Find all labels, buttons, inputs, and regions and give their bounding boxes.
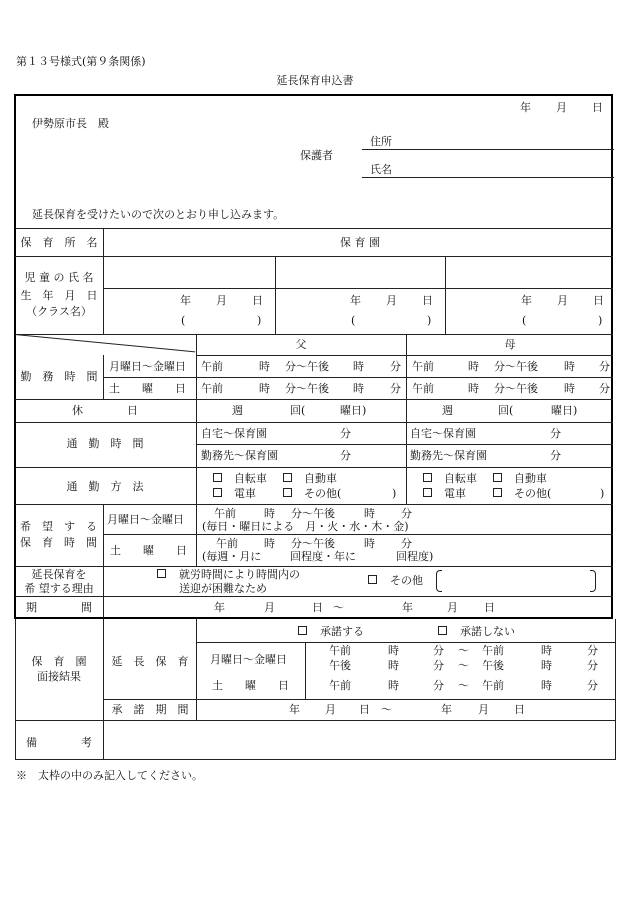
rule [15,228,613,229]
m-work-nursery: 勤務先～保育園 [410,449,487,462]
rule [15,334,613,335]
child1-month[interactable]: 月 [216,294,227,307]
f-train: 電車 [234,487,256,500]
birth-label: 生 年 月 日 [20,289,98,302]
rule [196,334,197,504]
child2-class-close[interactable]: ) [427,314,432,327]
r-wd-fun4[interactable]: 分 [587,659,598,672]
holiday-label: 休 日 [72,404,138,417]
work-hours-label: 勤 務 時 間 [20,370,98,383]
period-end-day[interactable]: 日 [484,601,495,614]
r-wd-pm2: 午後 [482,659,504,672]
child-name-label: 児 童 の 氏 名 [24,271,94,284]
f-home-nursery: 自宅～保育園 [201,427,267,440]
f-bicycle: 自転車 [234,472,267,485]
reason-work-2: 送迎が困難なため [179,582,267,595]
name-label: 氏名 [370,163,392,176]
desired-saturday: 土 曜 日 [110,544,187,557]
addressee: 伊勢原市長 殿 [32,117,109,130]
m-other: その他( [514,487,552,500]
m-work-min[interactable]: 分 [550,449,561,462]
d-wd-note[interactable]: (毎日・曜日による 月・火・水・木・金) [202,520,409,533]
period-end-year[interactable]: 年 [402,601,413,614]
r-sa-tilde: ～ [458,679,469,692]
f-holiday-week: 週 [232,404,243,417]
remarks-field[interactable] [104,721,615,759]
child3-day[interactable]: 日 [593,294,604,307]
rule [103,377,613,378]
reason-other: その他 [390,574,423,587]
f-wd-am: 午前 [201,360,223,373]
f-car-checkbox[interactable] [283,473,292,482]
nursery-suffix[interactable]: 保 育 園 [340,236,380,249]
child2-month[interactable]: 月 [386,294,397,307]
date-day[interactable]: 日 [592,101,603,114]
period-label: 期 間 [26,601,92,614]
footnote: ※ 太枠の中のみ記入してください。 [16,769,203,782]
f-bicycle-checkbox[interactable] [213,473,222,482]
work-saturday: 土 曜 日 [109,382,186,395]
period-end-month[interactable]: 月 [447,601,458,614]
period-start-month[interactable]: 月 [264,601,275,614]
d-wd-fun[interactable]: 分 [401,507,412,520]
r-sa-fun1[interactable]: 分 [433,679,444,692]
date-month: 月 [556,101,567,114]
r-wd-am: 午前 [329,644,351,657]
desired-label-2: 保 育 時 間 [20,536,97,549]
r-wd-ji3[interactable]: 時 [388,659,399,672]
rule [445,256,446,334]
guardian-label: 保護者 [300,149,333,162]
m-bicycle-checkbox[interactable] [423,473,432,482]
deny-label: 承諾しない [460,625,515,638]
r-wd-fun1[interactable]: 分 [433,644,444,657]
f-other-close[interactable]: ) [392,487,397,500]
rule [275,256,276,334]
f-other: その他( [304,487,342,500]
ap-tilde: ～ [381,703,392,716]
m-car-checkbox[interactable] [493,473,502,482]
rule [15,399,613,400]
r-wd-ji4[interactable]: 時 [541,659,552,672]
child3-class-close[interactable]: ) [598,314,603,327]
result-saturday: 土 曜 日 [212,679,289,692]
d-sa-note2[interactable]: 回程度・年に [290,550,356,563]
extension-label: 延 長 保 育 [111,655,189,668]
rule [406,334,407,504]
work-weekday: 月曜日～金曜日 [109,360,186,373]
rule [103,534,613,535]
ap-start-month[interactable]: 月 [325,703,336,716]
child1-class-close[interactable]: ) [257,314,262,327]
rule [15,566,613,567]
ap-start-year[interactable]: 年 [289,703,300,716]
m-wd-am: 午前 [412,360,434,373]
m-sa-ji2[interactable]: 時 [564,382,575,395]
r-sa-ji2[interactable]: 時 [541,679,552,692]
m-car: 自動車 [514,472,547,485]
ap-end-year[interactable]: 年 [441,703,452,716]
f-work-min[interactable]: 分 [340,449,351,462]
date-year: 年 [520,101,531,114]
result-label-2: 面接結果 [37,670,81,683]
reason-bracket-left [436,570,442,592]
child2-day[interactable]: 日 [422,294,433,307]
rule [196,642,616,643]
m-wd-ji[interactable]: 時 [468,360,479,373]
child1-day[interactable]: 日 [252,294,263,307]
rule [196,355,613,356]
child3-year[interactable]: 年 [521,294,532,307]
ap-start-day[interactable]: 日 [359,703,370,716]
f-wd-ji2[interactable]: 時 [353,360,364,373]
f-wd-fun[interactable]: 分 [390,360,401,373]
reason-other-checkbox[interactable] [368,575,377,584]
desired-weekday: 月曜日～金曜日 [107,513,184,526]
r-sa-am: 午前 [329,679,351,692]
f-home-min[interactable]: 分 [340,427,351,440]
m-home-min[interactable]: 分 [550,427,561,440]
d-wd-ji2[interactable]: 時 [364,507,375,520]
m-other-close[interactable]: ) [600,487,605,500]
d-wd-funpm[interactable]: 分～午後 [291,507,335,520]
m-wd-ji2[interactable]: 時 [564,360,575,373]
rule [15,467,613,468]
address-line[interactable] [362,149,614,150]
r-wd-ji2[interactable]: 時 [541,644,552,657]
reason-label-2: 希 望する理由 [24,582,94,595]
father-header: 父 [295,338,307,351]
rule [196,619,197,720]
f-other-checkbox[interactable] [283,488,292,497]
f-sa-ji2[interactable]: 時 [353,382,364,395]
r-wd-ji1[interactable]: 時 [388,644,399,657]
d-sa-note1: (毎週・月に [202,550,262,563]
r-wd-fun2[interactable]: 分 [587,644,598,657]
m-home-nursery: 自宅～保育園 [410,427,476,440]
result-weekday: 月曜日～金曜日 [210,653,287,666]
m-holiday-yobi[interactable]: 曜日) [551,404,578,417]
child3-class-open: ( [522,314,527,327]
child3-month[interactable]: 月 [557,294,568,307]
child2-class-open: ( [351,314,356,327]
commute-time-label: 通 勤 時 間 [66,437,144,450]
d-sa-fun[interactable]: 分 [401,537,412,550]
m-train: 電車 [444,487,466,500]
m-bicycle: 自転車 [444,472,477,485]
m-holiday-week: 週 [442,404,453,417]
rule [15,256,613,257]
d-sa-note3[interactable]: 回程度) [396,550,434,563]
rule [196,504,197,566]
d-sa-funpm[interactable]: 分～午後 [291,537,335,550]
form-number: 第１３号様式(第９条関係) [16,55,146,68]
approval-period-label: 承 諾 期 間 [111,703,189,716]
m-train-checkbox[interactable] [423,488,432,497]
r-wd-pm: 午後 [329,659,351,672]
f-holiday-times[interactable]: 回( [290,404,306,417]
form-title: 延長保育申込書 [276,74,354,87]
class-label: （クラス名） [26,305,92,318]
m-sa-am: 午前 [412,382,434,395]
reason-label-1: 延長保育を [31,568,87,581]
address-label: 住所 [370,135,392,148]
commute-method-label: 通 勤 方 法 [66,480,144,493]
f-wd-ji[interactable]: 時 [259,360,270,373]
period-start-day[interactable]: 日 [312,601,323,614]
rule [305,642,306,699]
d-sa-ji[interactable]: 時 [264,537,275,550]
r-sa-am2: 午前 [482,679,504,692]
r-sa-ji1[interactable]: 時 [388,679,399,692]
d-wd-ji[interactable]: 時 [264,507,275,520]
deny-checkbox[interactable] [438,626,447,635]
reason-work-1: 就労時間により時間内の [179,568,300,581]
nursery-label: 保 育 所 名 [20,236,98,249]
rule [103,256,104,334]
m-wd-fun[interactable]: 分 [599,360,610,373]
r-wd-am2: 午前 [482,644,504,657]
approve-checkbox[interactable] [298,626,307,635]
f-sa-ji[interactable]: 時 [259,382,270,395]
name-line[interactable] [362,177,614,178]
f-car: 自動車 [304,472,337,485]
d-sa-am: 午前 [216,537,238,550]
rule [15,422,613,423]
rule [103,288,613,289]
d-sa-ji2[interactable]: 時 [364,537,375,550]
m-other-checkbox[interactable] [493,488,502,497]
reason-bracket-right[interactable] [590,570,596,592]
reason-work-checkbox[interactable] [157,569,166,578]
rule [103,504,104,618]
child1-year[interactable]: 年 [180,294,191,307]
rule [103,699,616,700]
rule [103,355,104,399]
rule [196,444,613,445]
ap-end-day[interactable]: 日 [514,703,525,716]
r-wd-tilde2: ～ [458,659,469,672]
m-sa-fun[interactable]: 分 [599,382,610,395]
ap-end-month[interactable]: 月 [478,703,489,716]
period-tilde: ～ [333,601,344,614]
f-sa-fun[interactable]: 分 [390,382,401,395]
m-holiday-times[interactable]: 回( [498,404,514,417]
m-sa-funpm[interactable]: 分～午後 [494,382,538,395]
mother-header: 母 [504,338,516,351]
remarks-label: 備 考 [26,736,92,749]
f-sa-am: 午前 [201,382,223,395]
result-label-1: 保 育 園 [31,655,87,668]
rule [15,596,613,597]
f-holiday-yobi[interactable]: 曜日) [340,404,367,417]
statement: 延長保育を受けたいので次のとおり申し込みます。 [32,208,285,221]
r-wd-fun3[interactable]: 分 [433,659,444,672]
r-sa-fun2[interactable]: 分 [587,679,598,692]
d-wd-am: 午前 [214,507,236,520]
rule [103,228,104,256]
period-start-year[interactable]: 年 [214,601,225,614]
f-sa-funpm[interactable]: 分～午後 [285,382,329,395]
approve-label: 承諾する [320,625,364,638]
desired-label-1: 希 望 す る [20,520,97,533]
child1-class-open: ( [181,314,186,327]
f-train-checkbox[interactable] [213,488,222,497]
f-work-nursery: 勤務先～保育園 [201,449,278,462]
f-wd-funpm[interactable]: 分～午後 [285,360,329,373]
child2-year[interactable]: 年 [350,294,361,307]
r-wd-tilde: ～ [458,644,469,657]
m-sa-ji[interactable]: 時 [468,382,479,395]
rule [15,504,613,505]
m-wd-funpm[interactable]: 分～午後 [494,360,538,373]
